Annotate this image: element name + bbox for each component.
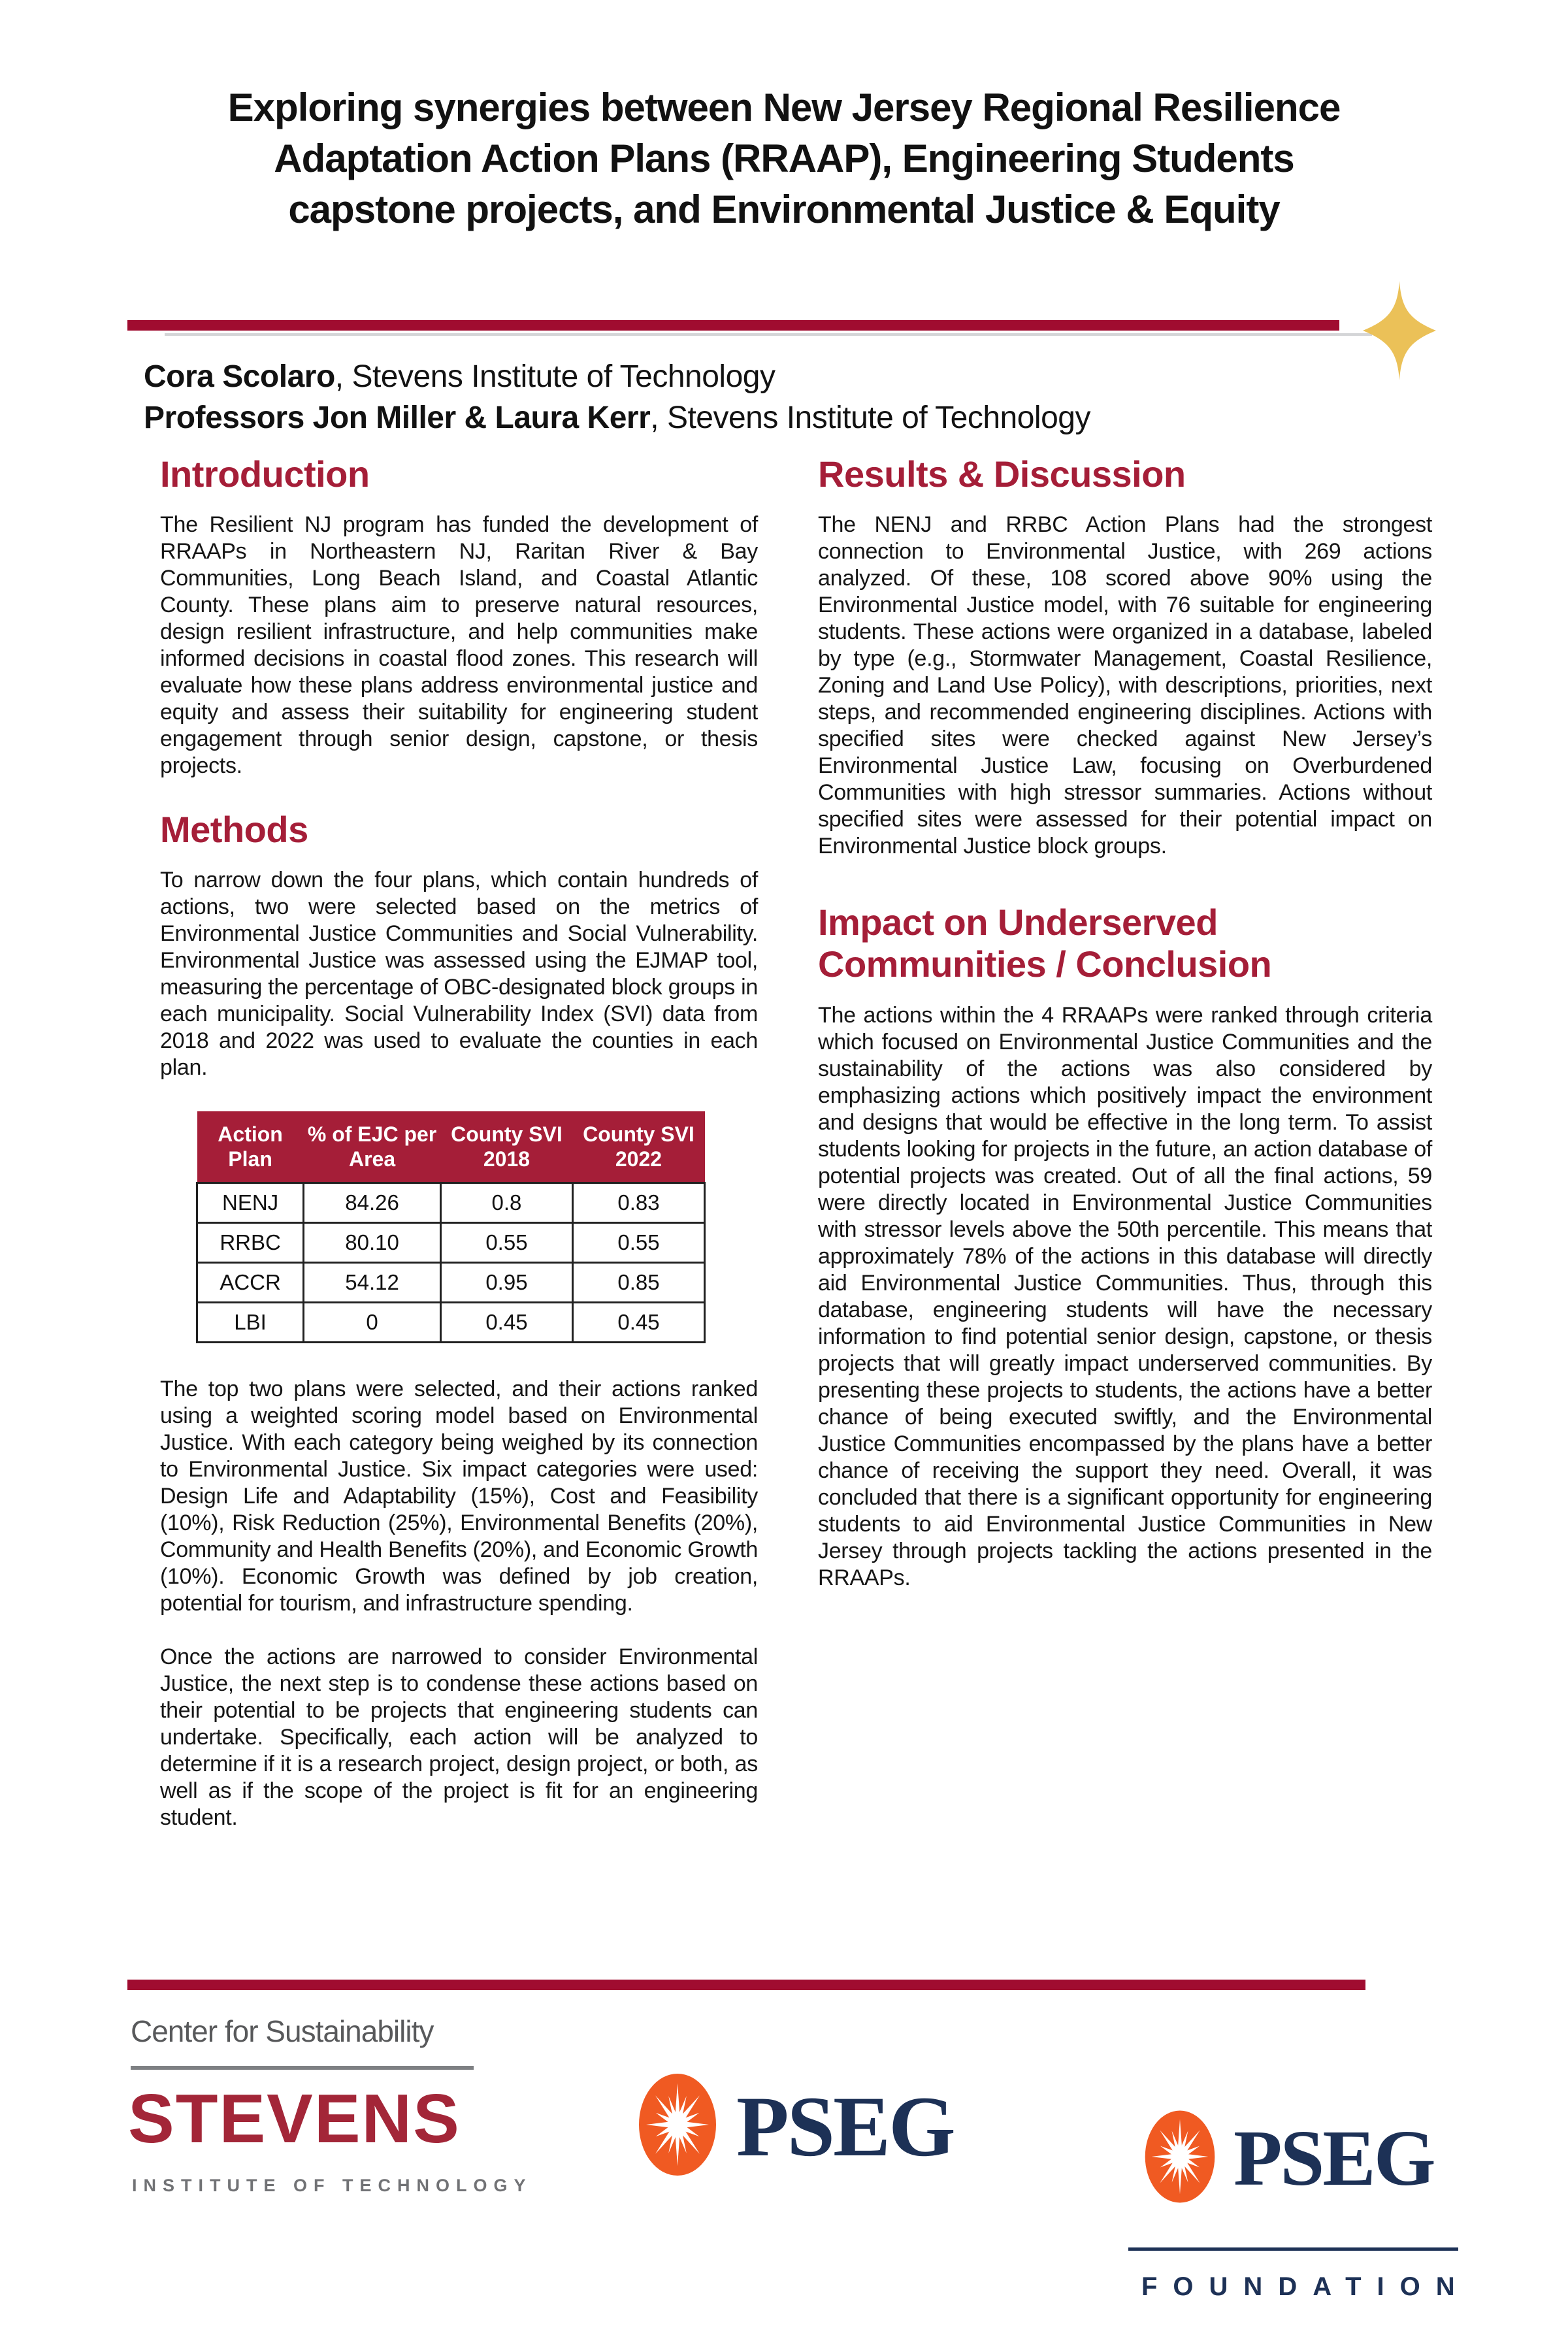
svi-table-header-cell: County SVI 2018 [440, 1111, 572, 1183]
sparkle-icon [1363, 281, 1436, 380]
svi-table-cell: 0.55 [572, 1223, 704, 1263]
poster-title-line: capstone projects, and Environmental Justice & Equity [288, 188, 1280, 231]
svi-table [196, 1111, 706, 1343]
poster-title-line: Adaptation Action Plans (RRAAP), Engineering Students [274, 137, 1294, 180]
foundation-label: FOUNDATION [1141, 2272, 1471, 2301]
svi-table-cell: 0.55 [440, 1223, 572, 1263]
svi-table-cell: 0.8 [440, 1183, 572, 1223]
svi-table-row [197, 1303, 705, 1343]
author-affiliation: , Stevens Institute of Technology [650, 400, 1090, 435]
section-heading-methods: Methods [160, 809, 308, 850]
svi-table-header-cell: Action Plan [197, 1111, 304, 1183]
svi-table-header-cell: % of EJC per Area [304, 1111, 441, 1183]
bottom-divider [127, 1980, 1365, 1990]
methods-paragraph-3: Once the actions are narrowed to consider Environmental Justice, the next step is to condense these actions based on their potential to be projects that engineering students can undertake. Specifically, each action will be analyzed to determine if it is a research project, design project, or both, as well as if the scope of the project is fit for an engineering student. [160, 1644, 758, 1830]
svi-table-cell: 0.83 [572, 1183, 704, 1223]
svi-table-cell: ACCR [197, 1263, 304, 1303]
right-column [818, 454, 1432, 1592]
section-heading-impact [818, 902, 1432, 985]
author-block [144, 356, 1090, 438]
author-line [144, 356, 1090, 397]
impact-paragraph: The actions within the 4 RRAAPs were ranked through criteria which focused on Environmental Justice Communities and the sustainability of the actions was also considered by emphasizing actions which positively impact the environment and designs that would be effective in the long term. To assist students looking for projects in the future, an action database of potential projects was created. Out of all the final actions, 59 were directly located in Environmental Justice Communities with stressor levels above the 50th percentile. This means that approximately 78% of the actions in this database will directly aid Environmental Justice Communities. Thus, through this database, engineering students will have the necessary information to find potential senior design, capstone, or thesis projects that will greatly impact underserved communities. By presenting these projects to students, the actions have a better chance of being executed swiftly, and the Environmental Justice Communities encompassed by the plans have a better chance of receiving the support they need. Overall, it was concluded that there is a significant opportunity for engineering students to aid Environmental Justice Communities in New Jersey through projects tackling the actions presented in the RRAAPs. [818, 1003, 1432, 1590]
pseg-logo [637, 2072, 954, 2180]
section-heading-results: Results & Discussion [818, 453, 1186, 495]
svi-table-cell: LBI [197, 1303, 304, 1343]
pseg-starburst-icon [637, 2072, 718, 2180]
svi-table-header-row [197, 1111, 705, 1183]
pseg-foundation-rule [1128, 2247, 1458, 2251]
pseg-starburst-icon [1143, 2109, 1217, 2208]
methods-paragraph-1: To narrow down the four plans, which contain hundreds of actions, two were selected based on the metrics of Environmental Justice Communities and Social Vulnerability. Environmental Justice was assessed using the EJMAP tool, measuring the percentage of OBC-designated block groups in each municipality. Social Vulnerability Index (SVI) data from 2018 and 2022 was used to evaluate the counties in each plan. [160, 868, 758, 1080]
methods-paragraph-2: The top two plans were selected, and their actions ranked using a weighted scoring model based on Environmental Justice. With each category being weighed by its connection to Environmental Justice. Six impact categories were used: Design Life and Adaptability (15%), Cost and Feasibility (10%), Risk Reduction (25%), Environmental Benefits (20%), Community and Health Benefits (20%), and Economic Growth (10%). Economic Growth was defined by job creation, potential for tourism, and infrastructure spending. [160, 1377, 758, 1616]
results-paragraph: The NENJ and RRBC Action Plans had the strongest connection to Environmental Justice, with 269 actions analyzed. Of these, 108 scored above 90% using the Environmental Justice model, with 76 suitable for engineering students. These actions were organized in a database, labeled by type (e.g., Stormwater Management, Coastal Resilience, Zoning and Land Use Policy), with descriptions, priorities, next steps, and recommended engineering disciplines. Actions with specified sites were checked against New Jersey’s Environmental Justice Law, focusing on Overburdened Communities with high stressor summaries. Actions without specified sites were assessed for their potential impact on Environmental Justice block groups. [818, 512, 1432, 858]
center-for-sustainability-label: Center for Sustainability [131, 2014, 434, 2048]
impact-heading-line: Communities / Conclusion [818, 943, 1272, 985]
svi-table-header-cell: County SVI 2022 [572, 1111, 704, 1183]
author-line [144, 397, 1090, 438]
svi-table-row [197, 1183, 705, 1223]
intro-paragraph: The Resilient NJ program has funded the development of RRAAPs in Northeastern NJ, Raritan River & Bay Communities, Long Beach Island, and Coastal Atlantic County. These plans aim to preserve natural resources, design resilient infrastructure, and help communities make informed decisions in coastal flood zones. This research will evaluate how these plans address environmental justice and equity and assess their suitability for engineering student engagement through senior design, capstone, or thesis projects. [160, 512, 758, 778]
svi-table-cell: RRBC [197, 1223, 304, 1263]
impact-heading-line: Impact on Underserved [818, 902, 1218, 943]
pseg-foundation-logo [1143, 2109, 1434, 2208]
author-name: Cora Scolaro [144, 359, 335, 394]
svi-table-cell: 54.12 [304, 1263, 441, 1303]
stevens-logo-rule [131, 2066, 474, 2070]
left-column [160, 454, 758, 1831]
top-divider-shadow [165, 333, 1372, 336]
svi-table-cell: 0.45 [440, 1303, 572, 1343]
author-name: Professors Jon Miller & Laura Kerr [144, 400, 651, 435]
svi-table-cell: 80.10 [304, 1223, 441, 1263]
poster-title [131, 82, 1437, 235]
author-affiliation: , Stevens Institute of Technology [335, 359, 776, 394]
svi-table-row [197, 1263, 705, 1303]
svi-table-row [197, 1223, 705, 1263]
poster-title-line: Exploring synergies between New Jersey Regional Resilience [227, 86, 1341, 129]
svi-table-cell: 0.95 [440, 1263, 572, 1303]
svi-table-cell: 84.26 [304, 1183, 441, 1223]
pseg-wordmark: PSEG [1233, 2114, 1434, 2202]
svi-table-cell: 0.45 [572, 1303, 704, 1343]
svi-table-cell: 0 [304, 1303, 441, 1343]
stevens-wordmark: STEVENS [128, 2080, 461, 2157]
top-divider [127, 320, 1339, 331]
section-heading-introduction: Introduction [160, 453, 370, 495]
svi-table-cell: 0.85 [572, 1263, 704, 1303]
institute-of-technology-label: INSTITUTE OF TECHNOLOGY [132, 2176, 532, 2195]
pseg-wordmark: PSEG [736, 2078, 954, 2174]
svi-table-cell: NENJ [197, 1183, 304, 1223]
